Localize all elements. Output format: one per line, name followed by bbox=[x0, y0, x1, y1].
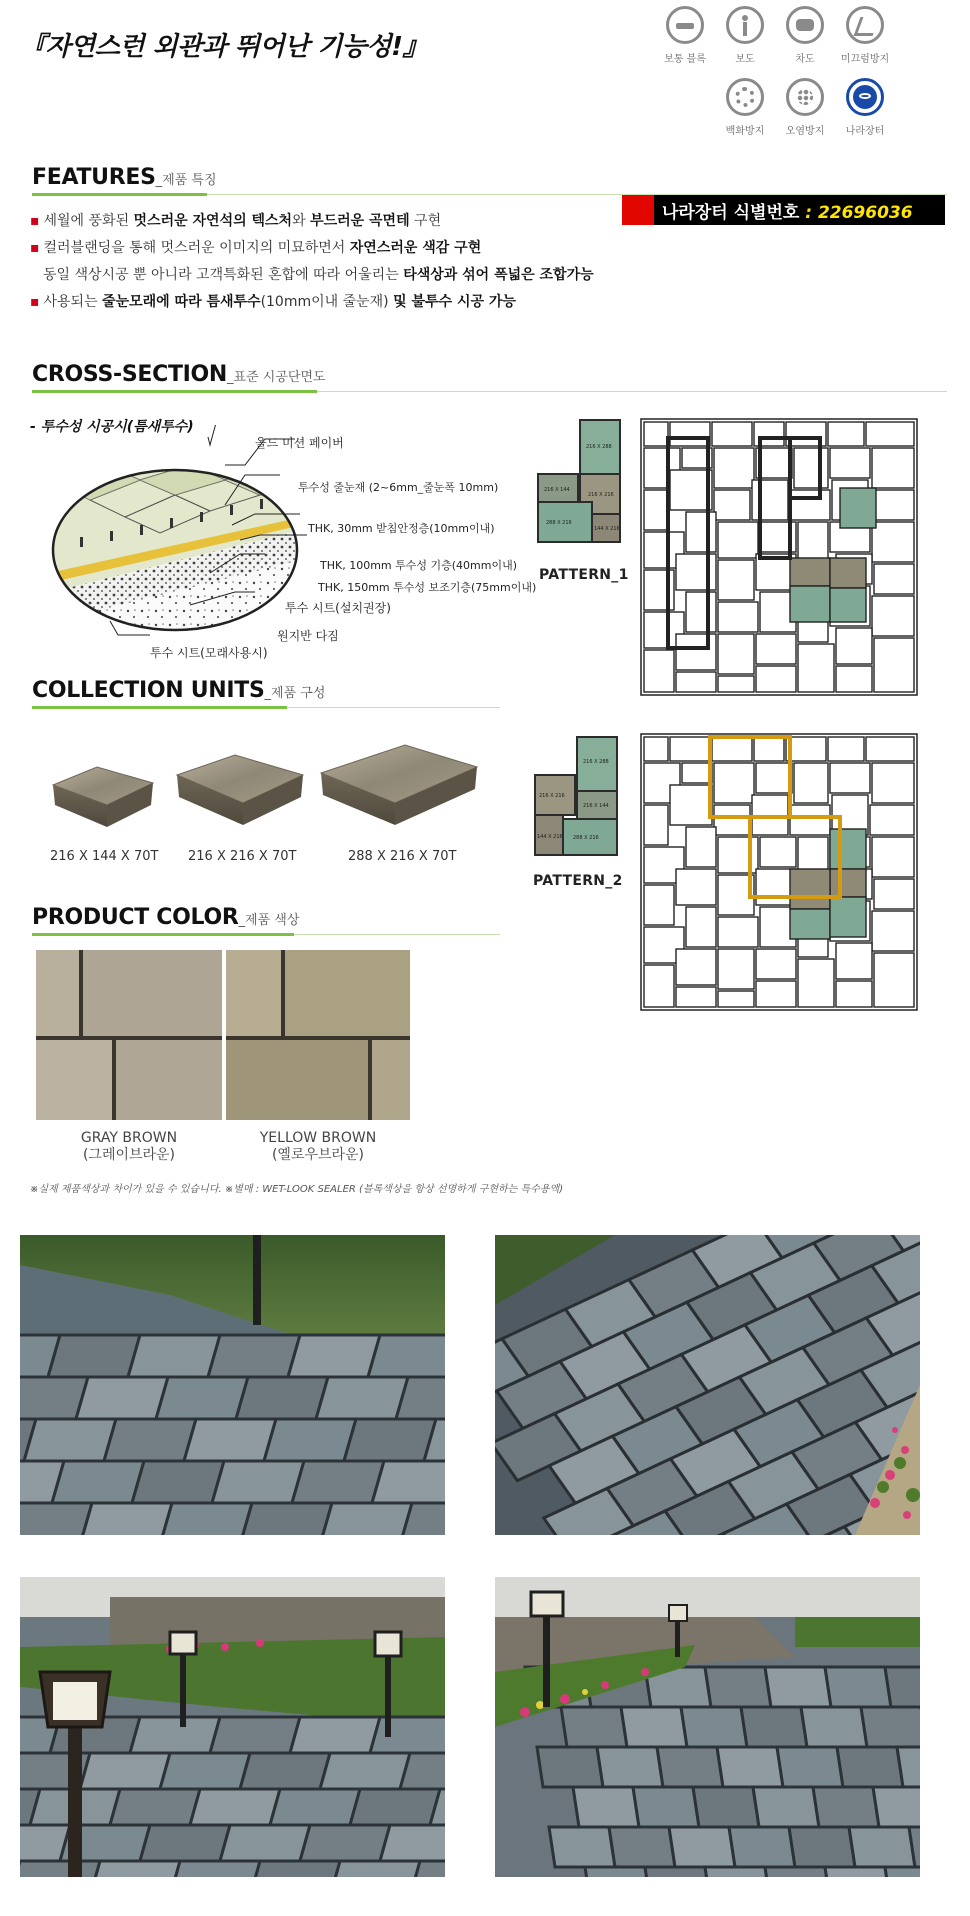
pattern-paver bbox=[670, 737, 710, 761]
pattern-paver bbox=[644, 805, 668, 845]
pattern-paver bbox=[714, 805, 750, 835]
paver-stone bbox=[344, 1419, 436, 1461]
feature-line bbox=[30, 289, 594, 316]
pattern-paver bbox=[872, 522, 914, 562]
cs-label-joint: 투수성 줄눈재 (2~6mm_줄눈폭 10mm) bbox=[298, 481, 499, 494]
pattern-2-tile-label-0: 216 X 288 bbox=[583, 759, 609, 765]
installation-photo-4 bbox=[495, 1577, 920, 1877]
pattern-paver bbox=[644, 650, 674, 692]
pattern-paver bbox=[670, 422, 710, 446]
pattern-paver bbox=[836, 943, 872, 979]
icon-pedestrian bbox=[715, 6, 775, 65]
pattern-paver bbox=[670, 470, 712, 510]
paver-stone bbox=[705, 1667, 771, 1707]
cs-label-subgrade: 원지반 다짐 bbox=[277, 629, 339, 643]
pattern-paver bbox=[836, 628, 872, 664]
pattern-1-tile-label-0: 216 X 288 bbox=[586, 444, 612, 450]
product-color-title-text: PRODUCT COLOR bbox=[32, 905, 239, 930]
icon-label: 미끄럼방지 bbox=[840, 54, 890, 65]
pattern-2-tile-label-1: 216 X 216 bbox=[539, 793, 565, 799]
pattern-paver bbox=[686, 827, 716, 867]
paver-stone bbox=[380, 1825, 445, 1861]
installation-photo-1 bbox=[20, 1235, 445, 1535]
pattern-paver bbox=[830, 869, 866, 897]
pattern-paver bbox=[756, 666, 796, 692]
unit-large-block bbox=[321, 745, 477, 825]
color-korean-yellow-brown: (옐로우브라운) bbox=[271, 1147, 365, 1163]
pattern-paver bbox=[870, 805, 914, 835]
collection-title-text: COLLECTION UNITS bbox=[32, 678, 265, 703]
cross-section-title-text: CROSS-SECTION bbox=[32, 362, 228, 387]
paver-stone bbox=[561, 1707, 627, 1747]
paver-stone bbox=[849, 1827, 915, 1867]
pattern-paver bbox=[718, 991, 754, 1007]
feature-text: 세월에 풍화된 bbox=[43, 213, 134, 229]
pattern-paver bbox=[756, 634, 796, 664]
paver-stone bbox=[621, 1707, 687, 1747]
icon-anti-slip bbox=[835, 6, 895, 65]
pattern-paver bbox=[866, 422, 914, 446]
paver-stone bbox=[330, 1861, 420, 1877]
pattern-paver bbox=[718, 522, 758, 558]
feature-text: 부드러운 곡면테 bbox=[310, 213, 410, 229]
pattern-paver bbox=[676, 949, 716, 985]
pattern-paver bbox=[756, 981, 796, 1007]
pattern-1-tile-label-2: 216 X 216 bbox=[588, 492, 614, 498]
paver-stone bbox=[156, 1377, 248, 1419]
pattern-paver bbox=[790, 869, 830, 909]
car-icon bbox=[786, 6, 824, 44]
anti-slip-icon bbox=[846, 6, 884, 44]
paver-stone bbox=[104, 1419, 196, 1461]
pattern-paver bbox=[830, 763, 870, 793]
paver-stone bbox=[212, 1461, 304, 1503]
paver-stone bbox=[90, 1861, 180, 1877]
pattern-1-key bbox=[536, 418, 622, 558]
collection-title bbox=[32, 678, 325, 703]
cross-section-subtitle: _표준 시공단면도 bbox=[227, 370, 326, 385]
pattern-paver bbox=[714, 490, 750, 520]
pattern-paver bbox=[686, 907, 716, 947]
pattern-paver bbox=[798, 644, 834, 692]
pattern-2-tile-label-3: 144 X 216 bbox=[537, 834, 563, 840]
pattern-paver bbox=[718, 560, 754, 600]
pattern-paver bbox=[676, 869, 716, 905]
paver-stone bbox=[368, 1335, 445, 1377]
pattern-paver bbox=[840, 488, 876, 528]
paver-stone bbox=[130, 1717, 220, 1753]
installation-photo-3 bbox=[20, 1577, 445, 1877]
paver-stone bbox=[160, 1753, 250, 1789]
icon-label: 보도 bbox=[735, 54, 755, 65]
icon-label: 백화방지 bbox=[725, 126, 765, 137]
pattern-paver bbox=[872, 763, 914, 803]
cs-label-bedding: THK, 30mm 받침안정층(10mm이내) bbox=[308, 522, 495, 535]
pattern-paver bbox=[712, 737, 752, 761]
paver-stone bbox=[861, 1707, 920, 1747]
feature-text: (10mm이내 줄눈재) bbox=[260, 294, 394, 310]
icon-label: 보통 블록 bbox=[664, 54, 706, 65]
paver-stone bbox=[20, 1503, 92, 1535]
pattern-paver bbox=[794, 448, 828, 488]
paver-stone bbox=[597, 1747, 663, 1787]
pattern-paver bbox=[760, 837, 796, 867]
bullet-icon: ▪ bbox=[30, 294, 40, 310]
pattern-2-label: PATTERN_2 bbox=[533, 873, 623, 889]
pattern-paver bbox=[830, 588, 866, 622]
pattern-paver bbox=[874, 564, 914, 594]
product-color-underline bbox=[32, 933, 294, 936]
pattern-paver bbox=[794, 763, 828, 803]
registration-banner bbox=[622, 195, 945, 225]
cs-label-subbase: THK, 150mm 투수성 보조기층(75mm이내) bbox=[318, 581, 537, 594]
color-name-yellow-brown: YELLOW BROWN bbox=[259, 1130, 377, 1146]
paver-stone bbox=[240, 1753, 330, 1789]
paver-stone bbox=[837, 1747, 903, 1787]
pattern-paver bbox=[754, 737, 784, 761]
icon-dots bbox=[775, 78, 835, 137]
registration-label: 나라장터 식별번호 bbox=[662, 203, 800, 223]
product-color-title bbox=[32, 905, 299, 930]
collection-underline bbox=[32, 706, 287, 709]
feature-line bbox=[30, 235, 594, 262]
paver-stone bbox=[573, 1787, 639, 1827]
pattern-paver bbox=[676, 672, 716, 692]
paver-stone bbox=[681, 1707, 747, 1747]
paver-stone bbox=[20, 1861, 100, 1877]
swatch-yellow-brown bbox=[226, 950, 410, 1120]
paver-stone bbox=[300, 1825, 390, 1861]
paver-stone bbox=[220, 1825, 310, 1861]
paver-stone bbox=[705, 1867, 771, 1877]
paver-stone bbox=[789, 1827, 855, 1867]
bullet-icon: ▪ bbox=[30, 213, 40, 229]
icon-car bbox=[775, 6, 835, 65]
pattern-paver bbox=[712, 422, 752, 446]
feature-text: 구현 bbox=[409, 213, 442, 229]
icon-label: 오염방지 bbox=[785, 126, 825, 137]
feature-text: 타색상과 섞어 폭넓은 조합가능 bbox=[403, 267, 594, 283]
registration-separator: : bbox=[799, 203, 818, 223]
icon-label: 차도 bbox=[795, 54, 815, 65]
feature-text: 자연스러운 색감 구현 bbox=[349, 240, 482, 256]
pattern-paver bbox=[790, 490, 830, 520]
feature-text: 및 불투수 시공 가능 bbox=[393, 294, 516, 310]
paver-stone bbox=[316, 1377, 408, 1419]
feature-text: 줄눈모래에 따라 틈새투수 bbox=[102, 294, 261, 310]
registration-number: 22696036 bbox=[817, 203, 913, 223]
pattern-paver bbox=[752, 480, 788, 520]
pattern-paver bbox=[756, 763, 792, 793]
collection-units-images bbox=[45, 725, 485, 840]
collection-subtitle: _제품 구성 bbox=[264, 686, 326, 701]
slab-icon bbox=[666, 6, 704, 44]
page-headline: 『자연스런 외관과 뛰어난 기능성!』 bbox=[20, 32, 429, 62]
paver-stone bbox=[320, 1753, 410, 1789]
pattern-1-tile-label-1: 216 X 144 bbox=[544, 487, 570, 493]
features-subtitle: _제품 특징 bbox=[155, 173, 217, 188]
feature-text: 컬러블랜딩을 통해 멋스러운 이미지의 미묘하면서 bbox=[43, 240, 350, 256]
pedestrian-icon bbox=[726, 6, 764, 44]
paver-stone bbox=[585, 1867, 651, 1877]
pattern-paver bbox=[686, 592, 716, 632]
pattern-1-tile-label-3: 288 X 216 bbox=[546, 520, 572, 526]
pattern-paver bbox=[836, 666, 872, 692]
paver-stone bbox=[292, 1461, 384, 1503]
pattern-paver bbox=[828, 422, 864, 446]
paver-stone bbox=[669, 1827, 735, 1867]
pattern-paver bbox=[830, 829, 866, 869]
pattern-paver bbox=[798, 959, 834, 1007]
paver-stone bbox=[765, 1867, 831, 1877]
bullet-icon: ▪ bbox=[30, 240, 40, 256]
registration-text bbox=[662, 198, 913, 223]
pattern-1-label: PATTERN_1 bbox=[539, 567, 629, 583]
paver-stone bbox=[350, 1789, 440, 1825]
cross-section-title bbox=[32, 362, 326, 387]
paver-stone bbox=[132, 1461, 224, 1503]
paver-stone bbox=[609, 1827, 675, 1867]
feature-text: 동일 색상시공 뿐 아니라 고객특화된 혼합에 따라 어울리는 bbox=[43, 267, 404, 283]
pattern-paver bbox=[682, 763, 712, 783]
paver-stone bbox=[208, 1335, 300, 1377]
features-underline bbox=[32, 193, 207, 196]
paver-stone bbox=[765, 1667, 831, 1707]
feature-text: 와 bbox=[292, 213, 311, 229]
product-color-rule bbox=[294, 934, 500, 935]
icon-gear bbox=[715, 78, 775, 137]
paver-stone bbox=[372, 1461, 445, 1503]
pattern-2-key bbox=[533, 735, 619, 860]
paver-stone bbox=[190, 1789, 280, 1825]
icon-label: 나라장터 bbox=[845, 126, 885, 137]
paver-stone bbox=[80, 1503, 172, 1535]
paver-stone bbox=[813, 1787, 879, 1827]
paver-stone bbox=[170, 1861, 260, 1877]
construction-method: - 투수성 시공시(틈새투수) bbox=[30, 419, 194, 435]
pattern-1-tile-label-4: 144 X 216 bbox=[594, 526, 620, 532]
feature-line bbox=[30, 208, 594, 235]
pattern-paver bbox=[644, 490, 668, 530]
paver-stone bbox=[753, 1787, 819, 1827]
pattern-paver bbox=[872, 911, 914, 951]
paver-stone bbox=[777, 1747, 843, 1787]
paver-stone bbox=[110, 1789, 200, 1825]
paver-stone bbox=[48, 1335, 140, 1377]
features-title bbox=[32, 165, 217, 190]
product-color-subtitle: _제품 색상 bbox=[238, 913, 300, 928]
pattern-paver bbox=[714, 763, 754, 803]
paver-stone bbox=[537, 1747, 603, 1787]
paver-stone bbox=[288, 1335, 380, 1377]
paver-stone bbox=[873, 1787, 920, 1827]
paver-stone bbox=[140, 1825, 230, 1861]
pattern-paver bbox=[872, 448, 914, 488]
pattern-paver bbox=[756, 949, 796, 979]
paver-stone bbox=[210, 1717, 300, 1753]
pattern-paver bbox=[790, 805, 830, 835]
pattern-paver bbox=[718, 676, 754, 692]
paver-stone bbox=[240, 1503, 332, 1535]
registration-red-block bbox=[622, 195, 654, 225]
pattern-paver bbox=[798, 522, 828, 562]
paver-stone bbox=[320, 1503, 412, 1535]
color-korean-gray-brown: (그레이브라운) bbox=[82, 1147, 176, 1163]
feature-text: 사용되는 bbox=[43, 294, 103, 310]
paver-stone bbox=[264, 1419, 356, 1461]
paver-stone bbox=[270, 1789, 360, 1825]
paver-stone bbox=[52, 1461, 144, 1503]
features-title-text: FEATURES bbox=[32, 165, 156, 190]
color-caption-gray-brown bbox=[36, 1130, 222, 1164]
paver-stone bbox=[128, 1335, 220, 1377]
unit-medium-block bbox=[177, 755, 303, 825]
pattern-paver bbox=[866, 737, 914, 761]
pattern-paver bbox=[718, 917, 758, 947]
pattern-paver bbox=[790, 558, 830, 586]
pattern-2-tile-label-4: 288 X 216 bbox=[573, 835, 599, 841]
pattern-2-grid bbox=[640, 733, 918, 1011]
pattern-paver bbox=[644, 885, 674, 925]
pattern-paver bbox=[872, 837, 914, 877]
pattern-paver bbox=[872, 596, 914, 636]
feature-text: 멋스러운 자연석의 텍스처 bbox=[133, 213, 293, 229]
paver-stone bbox=[184, 1419, 276, 1461]
unit-small-block bbox=[53, 767, 153, 827]
pattern-paver bbox=[790, 909, 830, 939]
feature-line bbox=[30, 262, 594, 289]
paver-stone bbox=[741, 1707, 807, 1747]
pattern-paver bbox=[676, 987, 716, 1007]
paver-stone bbox=[885, 1867, 920, 1877]
paver-stone bbox=[729, 1827, 795, 1867]
pattern-paver bbox=[790, 586, 830, 622]
unit-caption-1: 216 X 144 X 70T bbox=[50, 849, 159, 864]
cs-label-paver: 올드 미션 페이버 bbox=[255, 436, 344, 450]
pattern-paver bbox=[828, 737, 864, 761]
pattern-paver bbox=[830, 448, 870, 478]
pattern-paver bbox=[836, 981, 872, 1007]
pattern-paver bbox=[718, 602, 758, 632]
swatch-gray-brown bbox=[36, 950, 222, 1120]
pattern-paver bbox=[830, 558, 866, 588]
color-caption-yellow-brown bbox=[226, 1130, 410, 1164]
pattern-paver bbox=[670, 785, 712, 825]
pattern-paver bbox=[644, 422, 668, 446]
paver-stone bbox=[160, 1503, 252, 1535]
pattern-2-tile-label-2: 216 X 144 bbox=[583, 803, 609, 809]
pattern-1-grid bbox=[640, 418, 918, 696]
unit-caption-2: 216 X 216 X 70T bbox=[188, 849, 297, 864]
pattern-paver bbox=[874, 879, 914, 909]
cs-label-geotextile-sand: 투수 시트(모래사용시) bbox=[150, 646, 268, 660]
cross-section-underline bbox=[32, 390, 317, 393]
installation-photo-2 bbox=[495, 1235, 920, 1535]
narajangteo-logo-icon bbox=[846, 78, 884, 116]
paver-stone bbox=[370, 1717, 445, 1753]
paver-stone bbox=[76, 1377, 168, 1419]
color-note: ※실제 제품색상과 차이가 있을 수 있습니다. ※별매 : WET-LOOK SEALER (블록색상을 항상 선명하게 구현하는 특수용액) bbox=[30, 1184, 564, 1195]
paver-stone bbox=[24, 1419, 116, 1461]
cs-label-geotextile-recommended: 투수 시트(설치권장) bbox=[285, 601, 391, 615]
gear-icon bbox=[726, 78, 764, 116]
feature-list bbox=[30, 208, 594, 316]
pattern-paver bbox=[718, 634, 754, 674]
paver-stone bbox=[645, 1867, 711, 1877]
paver-stone bbox=[825, 1867, 891, 1877]
paver-stone bbox=[80, 1753, 170, 1789]
paver-stone bbox=[633, 1787, 699, 1827]
paver-stone bbox=[693, 1787, 759, 1827]
cross-section-rule bbox=[317, 391, 947, 392]
pattern-paver bbox=[874, 638, 914, 692]
color-name-gray-brown: GRAY BROWN bbox=[80, 1130, 178, 1146]
pattern-paver bbox=[686, 512, 716, 552]
paver-stone bbox=[717, 1747, 783, 1787]
paver-stone bbox=[825, 1667, 891, 1707]
paver-stone bbox=[549, 1827, 615, 1867]
paver-stone bbox=[236, 1377, 328, 1419]
dots-icon bbox=[786, 78, 824, 116]
cs-label-base: THK, 100mm 투수성 기층(40mm이내) bbox=[320, 559, 518, 572]
paver-stone bbox=[885, 1667, 920, 1707]
paver-stone bbox=[250, 1861, 340, 1877]
pattern-paver bbox=[830, 897, 866, 937]
pattern-paver bbox=[644, 965, 674, 1007]
pattern-paver bbox=[714, 448, 754, 488]
icon-narajangteo-logo bbox=[835, 78, 895, 137]
paver-stone bbox=[290, 1717, 380, 1753]
pattern-paver bbox=[874, 953, 914, 1007]
icon-slab bbox=[655, 6, 715, 65]
pattern-paver bbox=[718, 949, 754, 989]
paver-stone bbox=[801, 1707, 867, 1747]
unit-caption-3: 288 X 216 X 70T bbox=[348, 849, 457, 864]
pattern-paver bbox=[644, 737, 668, 761]
collection-rule bbox=[287, 707, 500, 708]
paver-stone bbox=[657, 1747, 723, 1787]
